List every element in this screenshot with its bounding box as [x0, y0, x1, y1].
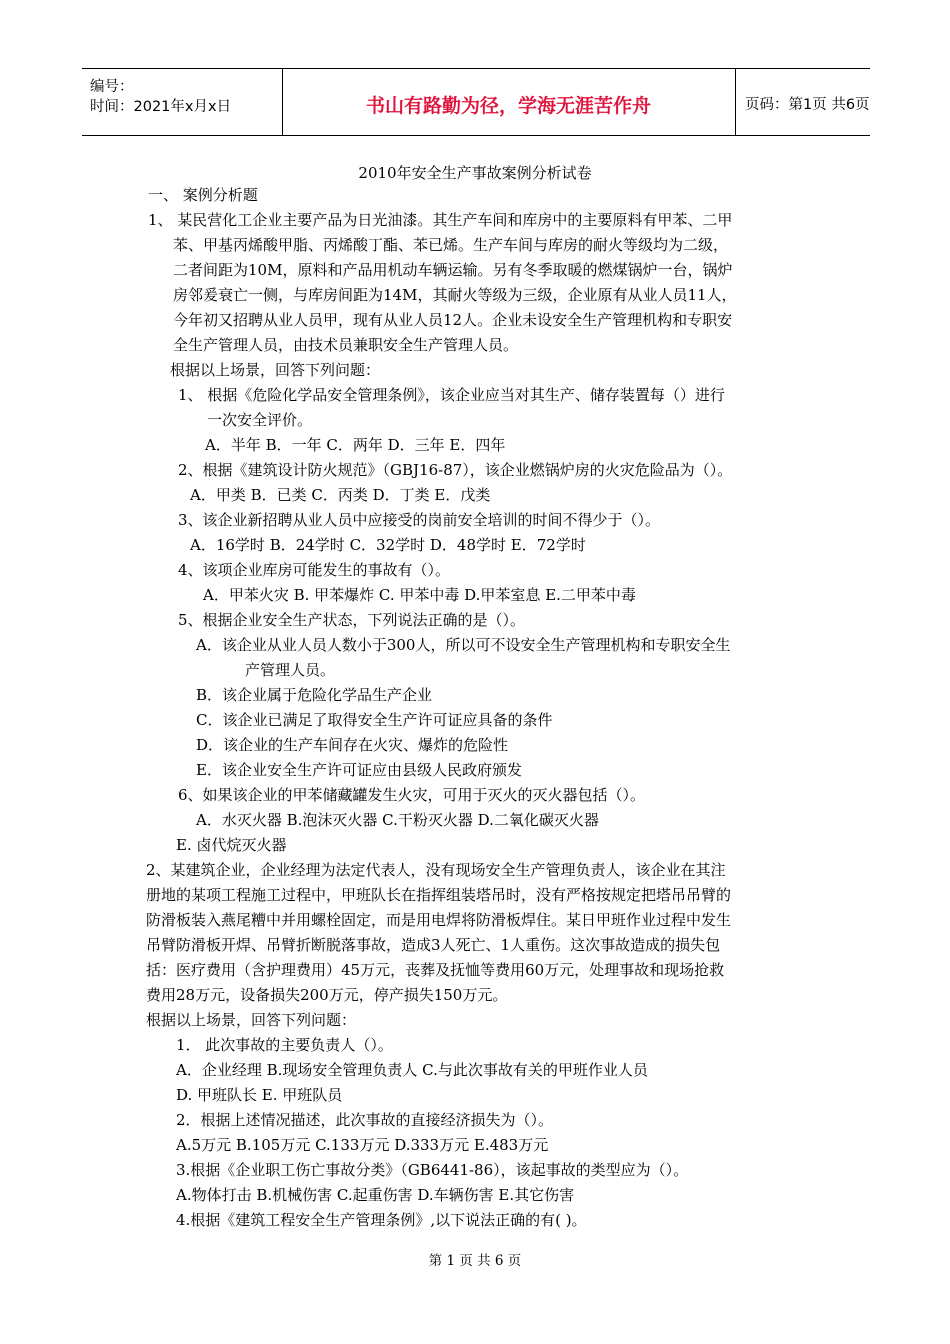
options-line: D. 甲班队长 E. 甲班队员 [176, 1086, 343, 1104]
option-line: 产管理人员。 [245, 661, 336, 679]
header-motto: 书山有路勤为径，学海无涯苦作舟 [365, 95, 651, 117]
text-line: 防滑板装入燕尾糟中并用螺栓固定，而是用电焊将防滑板焊住。某日甲班作业过程中发生 [146, 911, 732, 929]
question-line: 5、根据企业安全生产状态，下列说法正确的是（）。 [178, 611, 526, 629]
question-line: 1、 根据《危险化学品安全管理条例》，该企业应当对其生产、储存装置每（）进行 [178, 386, 725, 404]
question-line: 一次安全评价。 [207, 411, 313, 429]
text-line: 今年初又招聘从业人员甲，现有从业人员12人。企业未设安全生产管理机构和专职安 [173, 311, 733, 329]
text-line: 括：医疗费用（含护理费用）45万元，丧葬及抚恤等费用60万元，处理事故和现场抢救 [146, 961, 725, 979]
question-line: 3、该企业新招聘从业人员中应接受的岗前安全培训的时间不得少于（）。 [178, 511, 661, 529]
doc-time-label: 时间：2021年x月x日 [90, 99, 232, 115]
page-header [82, 68, 870, 136]
option-line: A．该企业从业人员人数小于300人，所以可不设安全生产管理机构和专职安全生 [196, 636, 731, 654]
text-line: 二者间距为10M，原料和产品用机动车辆运输。另有冬季取暖的燃煤锅炉一台，锅炉 [173, 261, 733, 279]
options-line: A.物体打击 B.机械伤害 C.起重伤害 D.车辆伤害 E.其它伤害 [176, 1186, 575, 1204]
text-line: 房邻爰衰亡一侧，与库房间距为14M，其耐火等级为三级，企业原有从业人员11人， [173, 286, 737, 304]
question-line: 2、根据《建筑设计防火规范》（GBJ16-87），该企业燃锅炉房的火灾危险品为（）。 [178, 461, 733, 479]
text-line: 根据以上场景，回答下列问题： [146, 1011, 357, 1029]
header-page-info: 页码：第1页 共6页 [745, 97, 870, 113]
question-line: 1． 此次事故的主要负责人（）。 [176, 1036, 393, 1054]
header-page-cell [735, 69, 870, 135]
question-line: 4.根据《建筑工程安全生产管理条例》,以下说法正确的有( )。 [176, 1211, 587, 1229]
header-meta-cell [82, 69, 283, 135]
options-line: A．甲苯火灾 B. 甲苯爆炸 C. 甲苯中毒 D.甲苯室息 E.二甲苯中毒 [203, 586, 636, 604]
document-title: 2010年安全生产事故案例分析试卷 [358, 164, 592, 182]
question-line: 3.根据《企业职工伤亡事故分类》（GB6441-86），该起事故的类型应为（）。 [176, 1161, 689, 1179]
options-line: A．企业经理 B.现场安全管理负责人 C.与此次事故有关的甲班作业人员 [176, 1061, 648, 1079]
options-line: E. 卤代烷灭火器 [176, 836, 287, 854]
options-line: A．半年 B．一年 C．两年 D．三年 E．四年 [205, 436, 506, 454]
option-line: B．该企业属于危险化学品生产企业 [196, 686, 433, 704]
options-line: A．16学时 B．24学时 C．32学时 D．48学时 E．72学时 [190, 536, 586, 554]
options-line: A．甲类 B．已类 C．丙类 D．丁类 E．戊类 [190, 486, 491, 504]
text-line: 苯、甲基丙烯酸甲脂、丙烯酸丁酯、苯已烯。生产车间与库房的耐火等级均为二级， [173, 236, 729, 254]
question-line: 6、如果该企业的甲苯储藏罐发生火灾，可用于灭火的灭火器包括（）。 [178, 786, 646, 804]
options-line: A.5万元 B.105万元 C.133万元 D.333万元 E.483万元 [176, 1136, 549, 1154]
doc-number-label: 编号： [90, 79, 134, 95]
option-line: C．该企业已满足了取得安全生产许可证应具备的条件 [196, 711, 553, 729]
text-line: 费用28万元，设备损失200万元，停产损失150万元。 [146, 986, 508, 1004]
page-footer: 第 1 页 共 6 页 [428, 1253, 522, 1269]
text-line: 根据以上场景，回答下列问题： [170, 361, 381, 379]
text-line: 全生产管理人员，由技术员兼职安全生产管理人员。 [173, 336, 519, 354]
header-motto-cell [282, 69, 736, 135]
option-line: D．该企业的生产车间存在火灾、爆炸的危险性 [196, 736, 509, 754]
question-line: 2．根据上述情况描述，此次事故的直接经济损失为（）。 [176, 1111, 554, 1129]
text-line: 2、某建筑企业，企业经理为法定代表人，没有现场安全生产管理负责人，该企业在其注 [146, 861, 726, 879]
options-line: A．水灭火器 B.泡沫灭火器 C.干粉灭火器 D.二氧化碳灭火器 [196, 811, 599, 829]
text-line: 1、 某民营化工企业主要产品为日光油漆。其生产车间和库房中的主要原料有甲苯、二甲 [148, 211, 733, 229]
section-heading: 一、 案例分析题 [148, 186, 258, 204]
text-line: 册地的某项工程施工过程中，甲班队长在指挥组装塔吊时，没有严格按规定把塔吊吊臂的 [146, 886, 732, 904]
question-line: 4、该项企业库房可能发生的事故有（）。 [178, 561, 451, 579]
text-line: 吊臂防滑板开焊、吊臂折断脱落事故，造成3人死亡、1人重伤。这次事故造成的损失包 [146, 936, 721, 954]
option-line: E．该企业安全生产许可证应由县级人民政府颁发 [196, 761, 522, 779]
